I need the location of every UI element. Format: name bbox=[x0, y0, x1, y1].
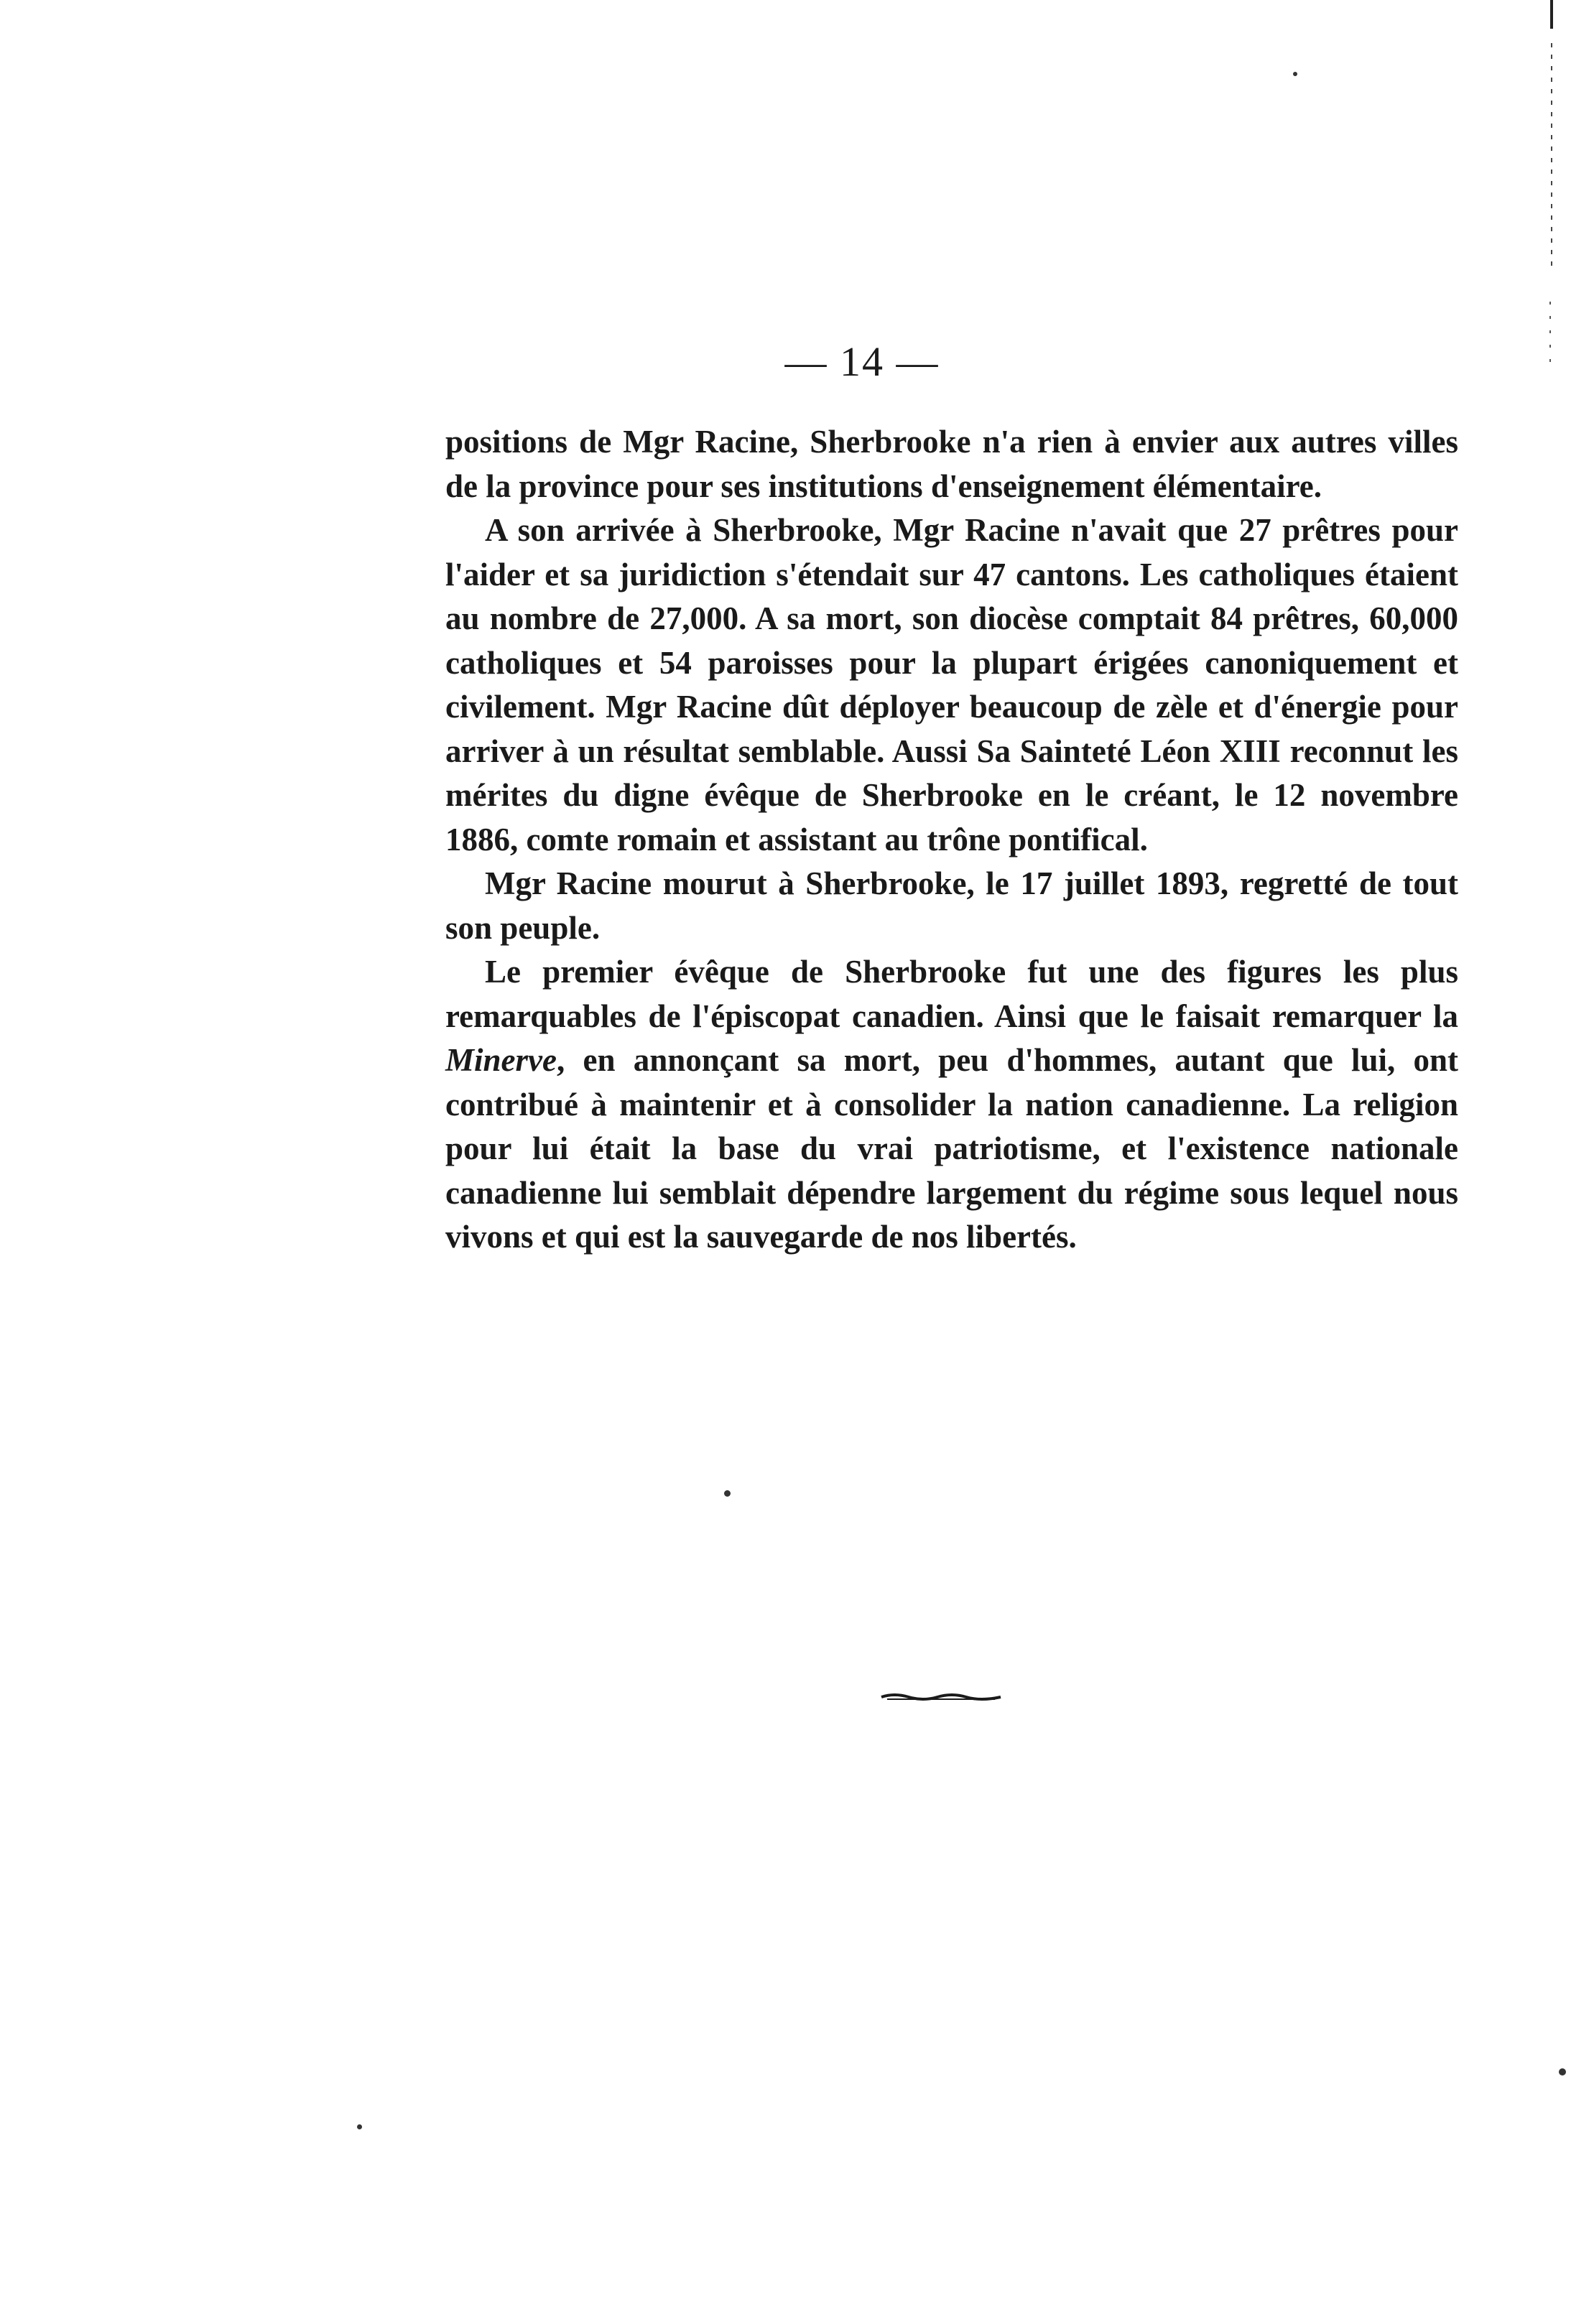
scan-edge-mark bbox=[1544, 0, 1559, 445]
paragraph-1: positions de Mgr Racine, Sherbrooke n'a rien à envier aux autres villes de la province pour ses institutions d'enseignement élémentaire. bbox=[445, 424, 1458, 504]
newspaper-title: Minerve bbox=[445, 1042, 557, 1078]
body-text bbox=[445, 420, 1458, 1260]
paragraph-4-part-1: Le premier évêque de Sherbrooke fut une des figures les plus remarquables de l'épiscopat canadien. Ainsi que le faisait remarquer la bbox=[445, 954, 1458, 1034]
speck bbox=[1293, 72, 1297, 76]
speck bbox=[1559, 2068, 1566, 2076]
paragraph-3: Mgr Racine mourut à Sherbrooke, le 17 juillet 1893, regretté de tout son peuple. bbox=[445, 865, 1458, 946]
paragraph-2: A son arrivée à Sherbrooke, Mgr Racine n'avait que 27 prêtres pour l'aider et sa juridiction s'étendait sur 47 cantons. Les catholiques étaient au nombre de 27,000. A sa mort, son diocèse comptait 84 prêtres, 60,000 catholiques et 54 paroisses pour la plupart érigées canoniquement et civilement. Mgr Racine dût déployer beaucoup de zèle et d'énergie pour arriver à un résultat semblable. Aussi Sa Sainteté Léon XIII reconnut les mérites du digne évêque de Sherbrooke en le créant, le 12 novembre 1886, comte romain et assistant au trône pontifical. bbox=[445, 512, 1458, 857]
speck bbox=[724, 1490, 731, 1497]
page-number: — 14 — bbox=[784, 338, 940, 385]
speck bbox=[357, 2124, 362, 2129]
paragraph-4 bbox=[445, 950, 1458, 1260]
paragraph-4-part-2: , en annonçant sa mort, peu d'hommes, autant que lui, ont contribué à maintenir et à consolider la nation canadienne. La religion pour lui était la base du vrai patriotisme, et l'existence nationale canadienne lui semblait dépendre largement du régime sous lequel nous vivons et qui est la sauvegarde de nos libertés. bbox=[445, 1042, 1458, 1255]
end-ornament bbox=[880, 1691, 1002, 1701]
